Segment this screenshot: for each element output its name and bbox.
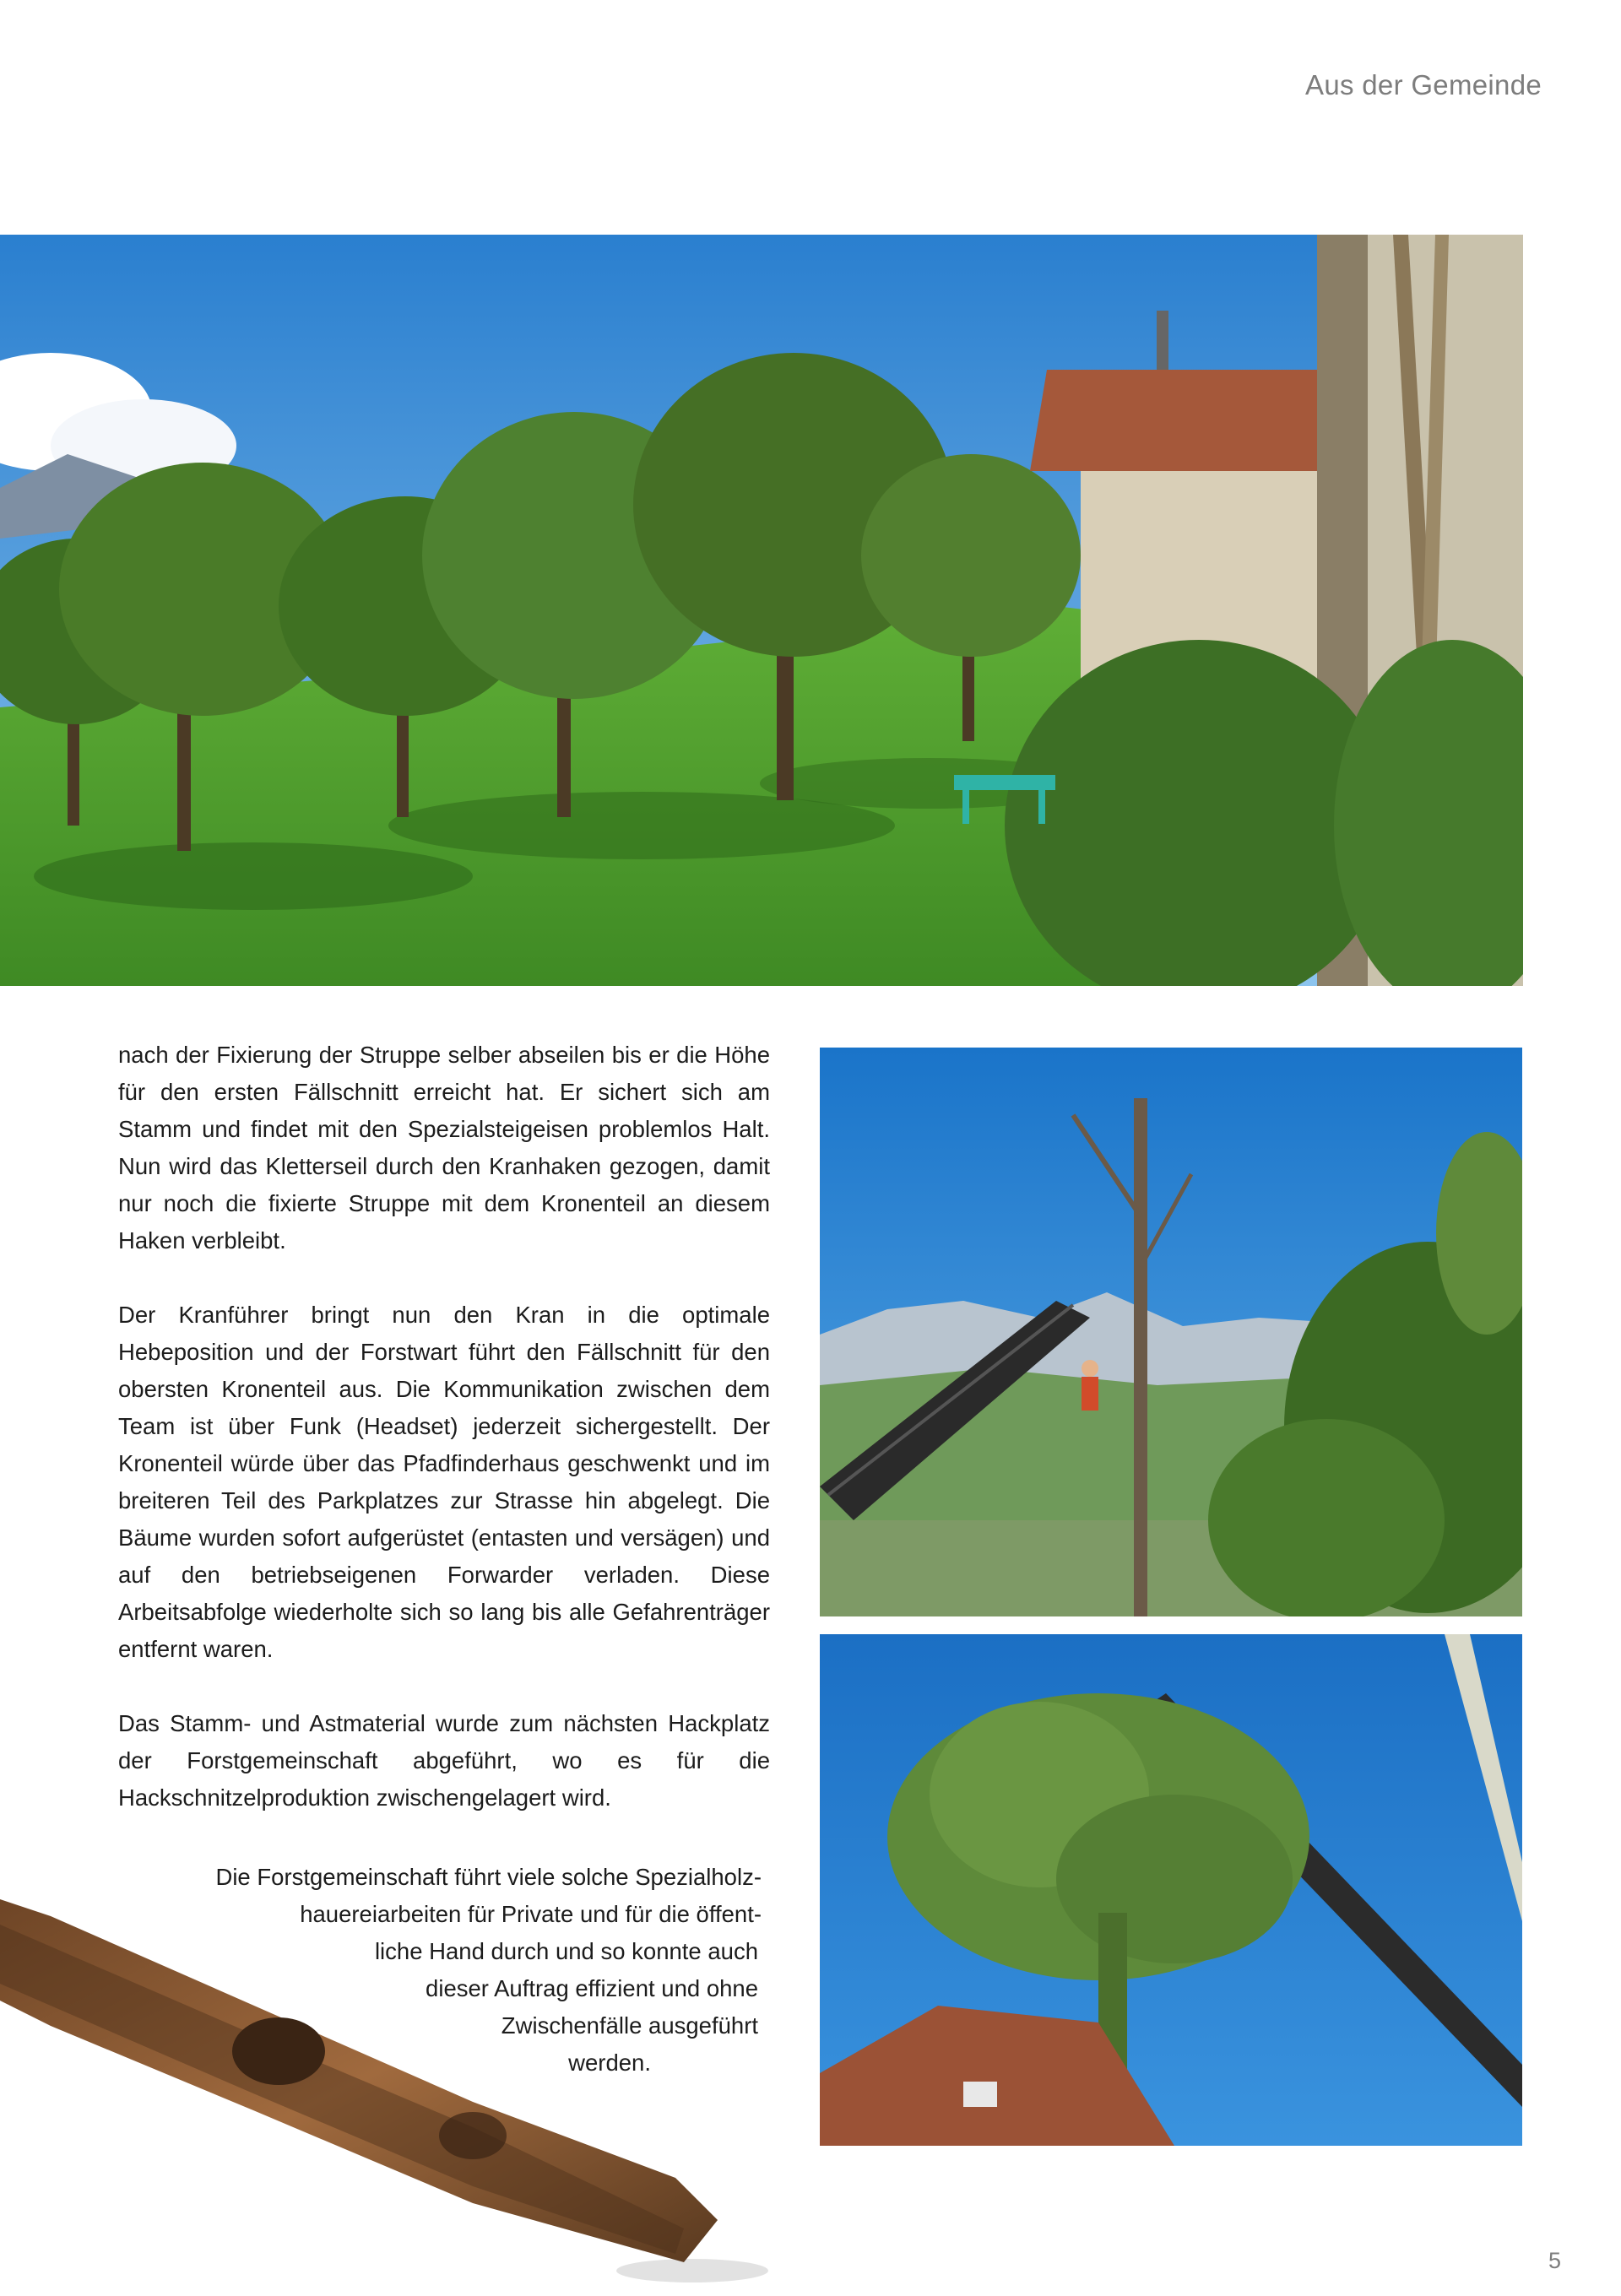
closing-paragraph — [118, 1859, 770, 2082]
page-number: 5 — [1548, 2248, 1561, 2273]
closing-line-3: liche Hand durch und so konnte auch — [374, 1938, 758, 1964]
orchard-photo — [0, 235, 1523, 986]
paragraph-fixierung: nach der Fixierung der Struppe selber abseilen bis er die Höhe für den ersten Fällschnitt erreicht hat. Er sichert sich am Stamm und findet mit den Spezialsteigeisen problemlos Halt. Nun wird das Kletterseil durch den Kranhaken gezogen, damit nur noch die fixierte Struppe mit dem Kronenteil an diesem Haken verbleibt. — [118, 1042, 770, 1254]
paragraph-kranfuehrer: Der Kranführer bringt nun den Kran in die optimale Hebeposition und der Forstwart führt den Fällschnitt für den obersten Kronenteil aus. Die Kommunikation zwischen dem Team ist über Funk (Headset) jederzeit sichergestellt. Der Kronenteil würde über das Pfadfinderhaus geschwenkt und im breiteren Teil des Parkplatzes zur Strasse hin abgelegt. Die Bäume wurden sofort aufgerüstet (entasten und versägen) und auf den betriebseigenen Forwarder verladen. Diese Arbeitsabfolge wiederholte sich so lang bis alle Gefahrenträger entfernt waren. — [118, 1302, 770, 1662]
section-header: Aus der Gemeinde — [1305, 69, 1542, 100]
closing-line-2: hauereiarbeiten für Private und für die öffent- — [300, 1901, 762, 1927]
crane-mountain-photo — [820, 1048, 1522, 1616]
paragraph-stammmaterial: Das Stamm- und Astmaterial wurde zum nächsten Hackplatz der Forstgemeinschaft abgeführt, wo es für die Hackschnitzelproduktion zwischengelagert wird. — [118, 1710, 770, 1811]
closing-line-4: dieser Auftrag effizient und ohne — [426, 1975, 758, 2001]
closing-line-5: Zwischenfälle ausgeführt — [501, 2012, 758, 2039]
closing-line-1: Die Forstgemeinschaft führt viele solche Spezialholz- — [215, 1864, 762, 1890]
body-text — [118, 1037, 770, 1854]
closing-line-6: werden. — [568, 2050, 651, 2076]
crane-tree-crown-photo — [820, 1634, 1522, 2146]
